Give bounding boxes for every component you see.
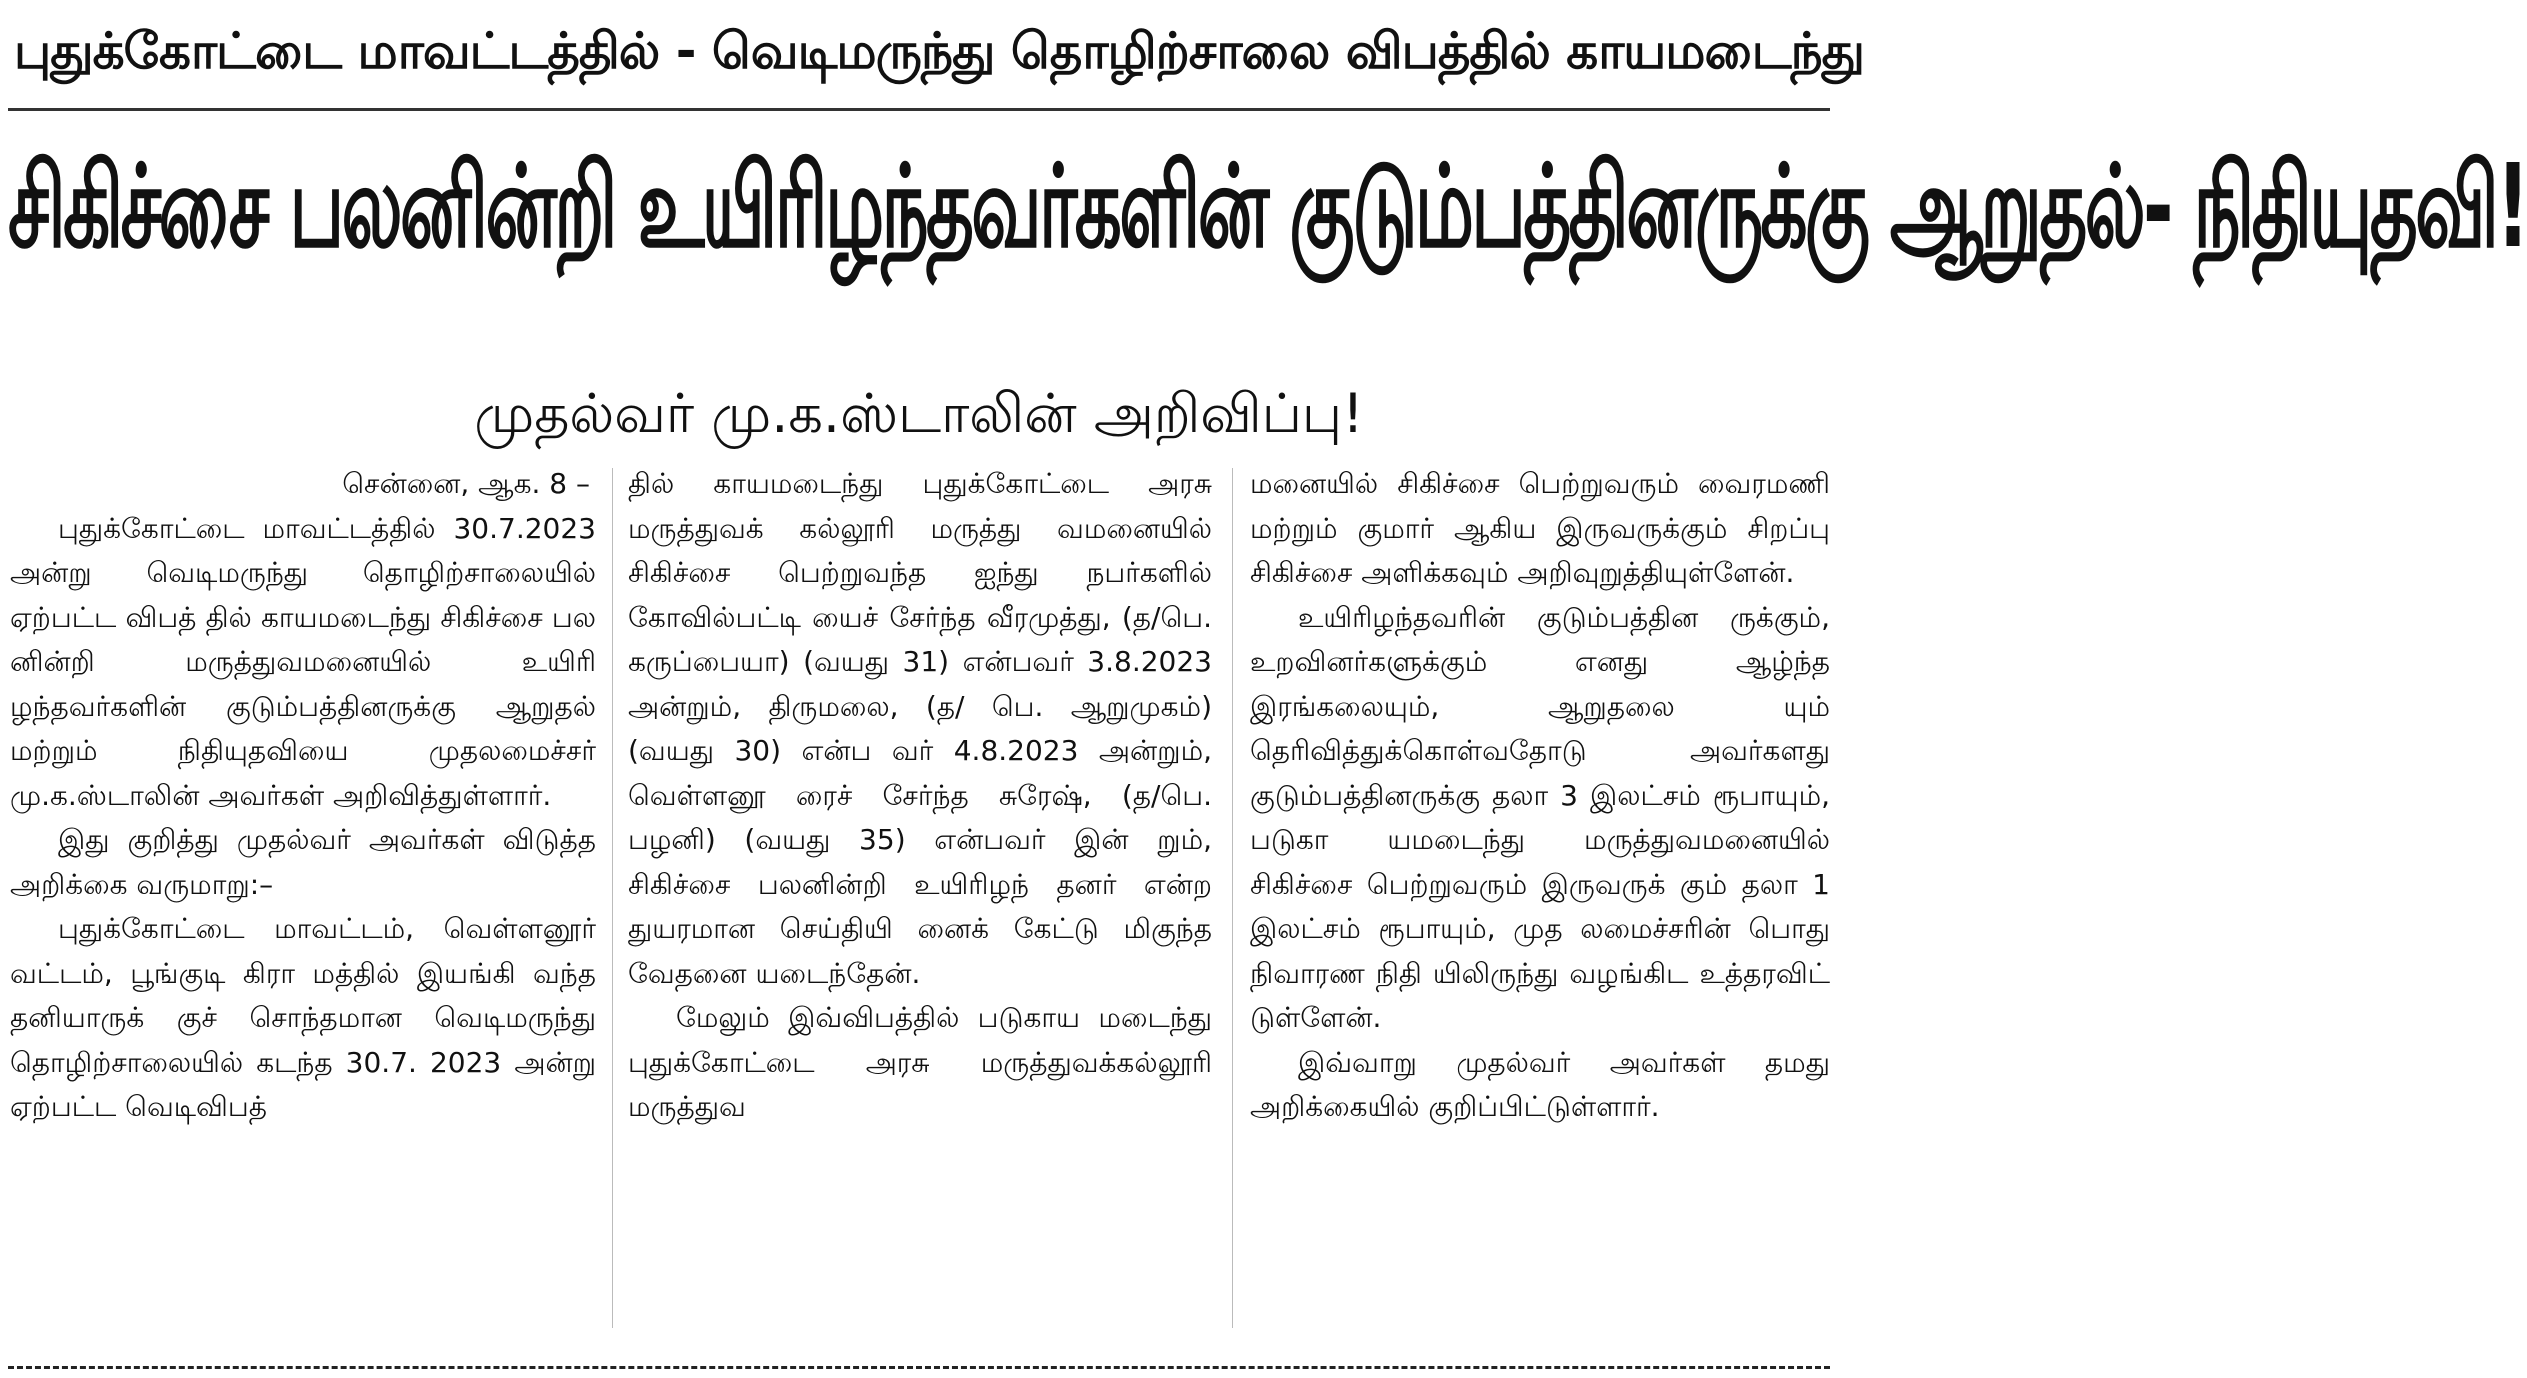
article-paragraph: மனையில் சிகிச்சை பெற்றுவரும் வைரமணி மற்றும் குமார் ஆகிய இருவருக்கும் சிறப்பு சிகிச்சை அளிக்கவும் அறிவுறுத்தியுள்ளேன்.	[1250, 467, 1830, 589]
subheadline: முதல்வர் மு.க.ஸ்டாலின் அறிவிப்பு!	[474, 382, 1364, 445]
column-divider	[1232, 468, 1233, 1328]
footer-dashed-divider	[8, 1366, 1830, 1369]
article-column-2	[628, 462, 1212, 1352]
kicker-headline: புதுக்கோட்டை மாவட்டத்தில் - வெடிமருந்து தொழிற்சாலை விபத்தில் காயமடைந்து	[14, 22, 1865, 80]
dateline: சென்னை, ஆக. 8 –	[342, 467, 590, 500]
column-divider	[612, 468, 613, 1328]
article-column-3	[1250, 462, 1830, 1352]
article-paragraph: இவ்வாறு முதல்வர் அவர்கள் தமது அறிக்கையில் குறிப்பிட்டுள்ளார்.	[1250, 1045, 1830, 1123]
main-headline: சிகிச்சை பலனின்றி உயிரிழந்தவர்களின் குடும்பத்தினருக்கு ஆறுதல்- நிதியுதவி!	[8, 140, 2527, 274]
article-paragraph: மேலும் இவ்விபத்தில் படுகாய மடைந்து புதுக்கோட்டை அரசு மருத்துவக்கல்லூரி மருத்துவ	[628, 1001, 1212, 1123]
article-paragraph: தில் காயமடைந்து புதுக்கோட்டை அரசு மருத்துவக் கல்லூரி மருத்து வமனையில் சிகிச்சை பெற்றுவந்த ஐந்து நபர்களில் கோவில்பட்டி யைச் சேர்ந்த வீரமுத்து, (த/பெ. கருப்பையா) (வயது 31) என்பவர் 3.8.2023 அன்றும், திருமலை, (த/ பெ. ஆறுமுகம்) (வயது 30) என்ப வர் 4.8.2023 அன்றும், வெள்ளனூ ரைச் சேர்ந்த சுரேஷ், (த/பெ. பழனி) (வயது 35) என்பவர் இன் றும், சிகிச்சை பலனின்றி உயிரிழந் தனர் என்ற துயரமான செய்தியி னைக் கேட்டு மிகுந்த வேதனை யடைந்தேன்.	[628, 467, 1212, 990]
article-paragraph: உயிரிழந்தவரின் குடும்பத்தின ருக்கும், உறவினர்களுக்கும் எனது ஆழ்ந்த இரங்கலையும், ஆறுதலை யும் தெரிவித்துக்கொள்வதோடு அவர்களது குடும்பத்தினருக்கு தலா 3 இலட்சம் ரூபாயும், படுகா யமடைந்து மருத்துவமனையில் சிகிச்சை பெற்றுவரும் இருவருக் கும் தலா 1 இலட்சம் ரூபாயும், முத லமைச்சரின் பொது நிவாரண நிதி யிலிருந்து வழங்கிட உத்தரவிட் டுள்ளேன்.	[1250, 600, 1830, 1034]
article-paragraph: புதுக்கோட்டை மாவட்டத்தில் 30.7.2023 அன்று வெடிமருந்து தொழிற்சாலையில் ஏற்பட்ட விபத் தில் காயமடைந்து சிகிச்சை பல னின்றி மருத்துவமனையில் உயிரி ழந்தவர்களின் குடும்பத்தினருக்கு ஆறுதல் மற்றும் நிதியுதவியை முதலமைச்சர் மு.க.ஸ்டாலின் அவர்கள் அறிவித்துள்ளார்.	[10, 511, 596, 812]
article-paragraph: புதுக்கோட்டை மாவட்டம், வெள்ளனூர் வட்டம், பூங்குடி கிரா மத்தில் இயங்கி வந்த தனியாருக் குச் சொந்தமான வெடிமருந்து தொழிற்சாலையில் கடந்த 30.7. 2023 அன்று ஏற்பட்ட வெடிவிபத்	[10, 912, 596, 1123]
article-paragraph: இது குறித்து முதல்வர் அவர்கள் விடுத்த அறிக்கை வருமாறு:–	[10, 823, 596, 901]
article-column-1	[10, 462, 596, 1352]
